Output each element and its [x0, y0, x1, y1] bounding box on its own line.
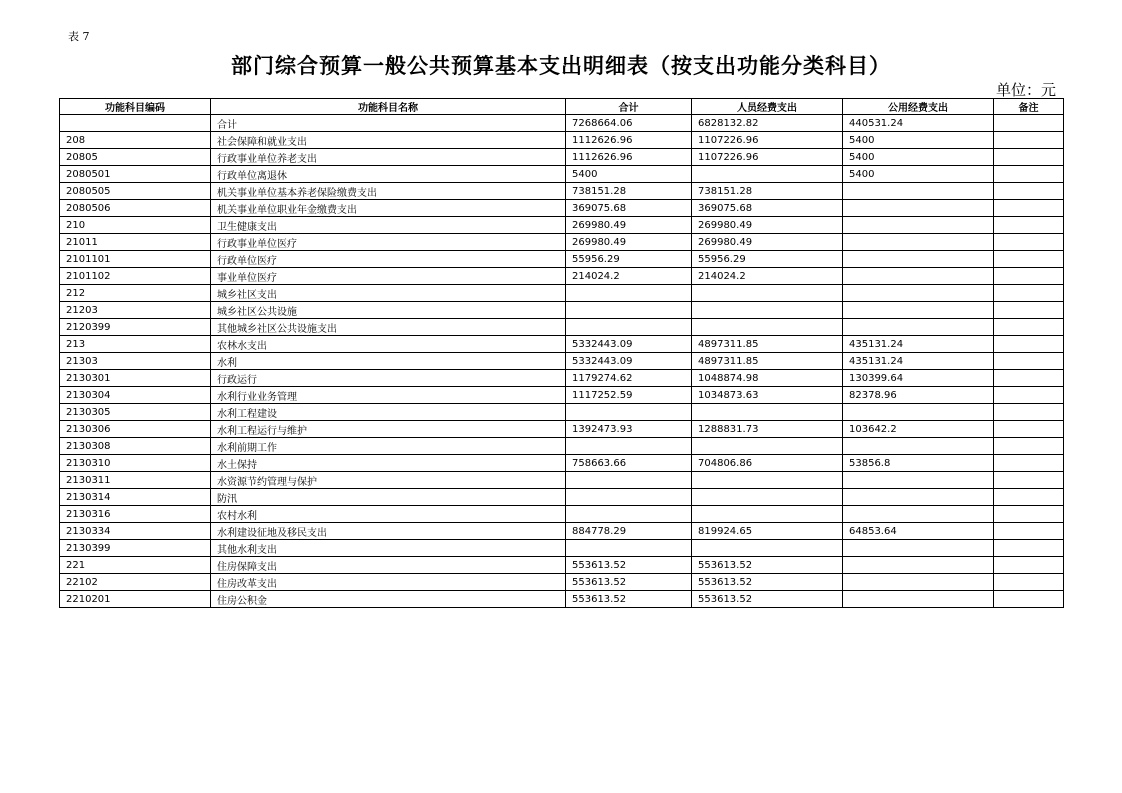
cell-note	[994, 336, 1064, 353]
cell-personnel	[692, 506, 843, 523]
cell-code: 2101101	[60, 251, 211, 268]
cell-personnel	[692, 302, 843, 319]
cell-public	[843, 438, 994, 455]
cell-note	[994, 472, 1064, 489]
cell-personnel: 553613.52	[692, 557, 843, 574]
cell-public: 103642.2	[843, 421, 994, 438]
cell-total	[566, 472, 692, 489]
cell-name: 其他城乡社区公共设施支出	[211, 319, 566, 336]
table-row	[60, 438, 1064, 455]
cell-note	[994, 387, 1064, 404]
cell-public	[843, 217, 994, 234]
cell-personnel	[692, 166, 843, 183]
cell-public: 64853.64	[843, 523, 994, 540]
cell-total	[566, 540, 692, 557]
cell-name: 水利前期工作	[211, 438, 566, 455]
cell-code: 2130316	[60, 506, 211, 523]
table-row	[60, 421, 1064, 438]
cell-total: 269980.49	[566, 217, 692, 234]
cell-total: 1112626.96	[566, 132, 692, 149]
table-row	[60, 370, 1064, 387]
cell-total: 1112626.96	[566, 149, 692, 166]
unit-label: 单位：元	[995, 81, 1056, 99]
cell-code: 21011	[60, 234, 211, 251]
cell-name: 水利行业业务管理	[211, 387, 566, 404]
header-total: 合计	[566, 99, 692, 115]
cell-code: 2080506	[60, 200, 211, 217]
page-title: 部门综合预算一般公共预算基本支出明细表（按支出功能分类科目）	[231, 53, 891, 78]
cell-name: 行政事业单位医疗	[211, 234, 566, 251]
cell-code: 2130308	[60, 438, 211, 455]
cell-personnel: 1107226.96	[692, 149, 843, 166]
cell-code: 2130310	[60, 455, 211, 472]
cell-public	[843, 404, 994, 421]
cell-personnel: 6828132.82	[692, 115, 843, 132]
cell-name: 城乡社区公共设施	[211, 302, 566, 319]
cell-total	[566, 319, 692, 336]
table-row	[60, 472, 1064, 489]
cell-public	[843, 557, 994, 574]
cell-note	[994, 421, 1064, 438]
cell-code	[60, 115, 211, 132]
cell-name: 行政事业单位养老支出	[211, 149, 566, 166]
table-number-label: 表 7	[68, 30, 90, 43]
cell-public	[843, 472, 994, 489]
cell-personnel: 369075.68	[692, 200, 843, 217]
cell-personnel: 819924.65	[692, 523, 843, 540]
table-row	[60, 455, 1064, 472]
cell-personnel: 1288831.73	[692, 421, 843, 438]
cell-personnel	[692, 438, 843, 455]
cell-code: 20805	[60, 149, 211, 166]
cell-note	[994, 115, 1064, 132]
cell-public	[843, 285, 994, 302]
cell-code: 213	[60, 336, 211, 353]
cell-public	[843, 302, 994, 319]
cell-total: 369075.68	[566, 200, 692, 217]
cell-name: 住房改革支出	[211, 574, 566, 591]
header-personnel: 人员经费支出	[692, 99, 843, 115]
cell-name: 住房保障支出	[211, 557, 566, 574]
cell-code: 221	[60, 557, 211, 574]
table-row	[60, 217, 1064, 234]
cell-name: 农林水支出	[211, 336, 566, 353]
cell-total: 884778.29	[566, 523, 692, 540]
table-row	[60, 200, 1064, 217]
cell-public	[843, 319, 994, 336]
table-row	[60, 523, 1064, 540]
cell-public: 440531.24	[843, 115, 994, 132]
cell-code: 21203	[60, 302, 211, 319]
cell-total	[566, 438, 692, 455]
cell-note	[994, 251, 1064, 268]
cell-total: 5332443.09	[566, 336, 692, 353]
cell-note	[994, 591, 1064, 608]
table-row	[60, 268, 1064, 285]
cell-public: 82378.96	[843, 387, 994, 404]
cell-name: 行政单位医疗	[211, 251, 566, 268]
table-body	[60, 115, 1064, 608]
cell-code: 2130306	[60, 421, 211, 438]
table-row	[60, 251, 1064, 268]
table-row	[60, 540, 1064, 557]
header-note: 备注	[994, 99, 1064, 115]
cell-code: 210	[60, 217, 211, 234]
cell-name: 住房公积金	[211, 591, 566, 608]
cell-public	[843, 251, 994, 268]
cell-personnel: 269980.49	[692, 234, 843, 251]
cell-name: 卫生健康支出	[211, 217, 566, 234]
cell-name: 机关事业单位基本养老保险缴费支出	[211, 183, 566, 200]
cell-personnel	[692, 404, 843, 421]
cell-personnel	[692, 540, 843, 557]
table-row	[60, 302, 1064, 319]
cell-public	[843, 489, 994, 506]
cell-total: 214024.2	[566, 268, 692, 285]
cell-total: 1179274.62	[566, 370, 692, 387]
cell-personnel: 4897311.85	[692, 353, 843, 370]
cell-note	[994, 489, 1064, 506]
cell-total: 553613.52	[566, 591, 692, 608]
cell-note	[994, 234, 1064, 251]
cell-note	[994, 285, 1064, 302]
expenditure-table	[59, 98, 1064, 608]
cell-name: 水土保持	[211, 455, 566, 472]
table-row	[60, 336, 1064, 353]
cell-code: 2080505	[60, 183, 211, 200]
table-row	[60, 557, 1064, 574]
cell-note	[994, 574, 1064, 591]
cell-total	[566, 404, 692, 421]
cell-personnel: 553613.52	[692, 591, 843, 608]
cell-public	[843, 234, 994, 251]
header-public: 公用经费支出	[843, 99, 994, 115]
table-row	[60, 506, 1064, 523]
cell-note	[994, 540, 1064, 557]
table-row	[60, 404, 1064, 421]
cell-total: 738151.28	[566, 183, 692, 200]
cell-name: 农村水利	[211, 506, 566, 523]
cell-total	[566, 302, 692, 319]
cell-code: 212	[60, 285, 211, 302]
cell-note	[994, 302, 1064, 319]
cell-personnel: 553613.52	[692, 574, 843, 591]
cell-personnel: 269980.49	[692, 217, 843, 234]
cell-personnel: 4897311.85	[692, 336, 843, 353]
cell-public	[843, 183, 994, 200]
cell-total: 269980.49	[566, 234, 692, 251]
cell-note	[994, 319, 1064, 336]
table-row	[60, 115, 1064, 132]
cell-name: 水资源节约管理与保护	[211, 472, 566, 489]
cell-code: 2130301	[60, 370, 211, 387]
cell-note	[994, 370, 1064, 387]
cell-personnel	[692, 489, 843, 506]
cell-name: 水利	[211, 353, 566, 370]
cell-personnel: 1107226.96	[692, 132, 843, 149]
cell-code: 208	[60, 132, 211, 149]
cell-total: 758663.66	[566, 455, 692, 472]
table-row	[60, 285, 1064, 302]
table-row	[60, 319, 1064, 336]
cell-public: 435131.24	[843, 353, 994, 370]
cell-public: 5400	[843, 132, 994, 149]
cell-code: 2101102	[60, 268, 211, 285]
table-row	[60, 387, 1064, 404]
cell-public	[843, 268, 994, 285]
cell-total: 553613.52	[566, 574, 692, 591]
cell-personnel	[692, 319, 843, 336]
cell-personnel: 738151.28	[692, 183, 843, 200]
cell-note	[994, 353, 1064, 370]
cell-total: 55956.29	[566, 251, 692, 268]
cell-code: 2130334	[60, 523, 211, 540]
table-row	[60, 353, 1064, 370]
cell-name: 其他水利支出	[211, 540, 566, 557]
cell-total	[566, 489, 692, 506]
cell-public: 130399.64	[843, 370, 994, 387]
cell-code: 2130311	[60, 472, 211, 489]
cell-personnel: 704806.86	[692, 455, 843, 472]
cell-public	[843, 540, 994, 557]
cell-personnel	[692, 285, 843, 302]
cell-public: 435131.24	[843, 336, 994, 353]
cell-note	[994, 557, 1064, 574]
cell-code: 2210201	[60, 591, 211, 608]
table-header-row	[60, 99, 1064, 115]
cell-public	[843, 591, 994, 608]
cell-code: 2130399	[60, 540, 211, 557]
cell-total	[566, 285, 692, 302]
table-row	[60, 234, 1064, 251]
cell-name: 机关事业单位职业年金缴费支出	[211, 200, 566, 217]
cell-total: 7268664.06	[566, 115, 692, 132]
cell-personnel: 214024.2	[692, 268, 843, 285]
cell-code: 22102	[60, 574, 211, 591]
cell-public: 5400	[843, 166, 994, 183]
cell-note	[994, 166, 1064, 183]
cell-note	[994, 200, 1064, 217]
cell-total: 553613.52	[566, 557, 692, 574]
cell-name: 水利工程建设	[211, 404, 566, 421]
cell-total: 1392473.93	[566, 421, 692, 438]
cell-note	[994, 523, 1064, 540]
cell-code: 21303	[60, 353, 211, 370]
cell-name: 行政单位离退休	[211, 166, 566, 183]
cell-personnel: 55956.29	[692, 251, 843, 268]
cell-note	[994, 455, 1064, 472]
cell-personnel	[692, 472, 843, 489]
table-row	[60, 183, 1064, 200]
table-row	[60, 489, 1064, 506]
cell-total: 1117252.59	[566, 387, 692, 404]
cell-name: 防汛	[211, 489, 566, 506]
cell-name: 行政运行	[211, 370, 566, 387]
cell-note	[994, 149, 1064, 166]
cell-code: 2130304	[60, 387, 211, 404]
cell-code: 2130314	[60, 489, 211, 506]
cell-personnel: 1034873.63	[692, 387, 843, 404]
cell-name: 合计	[211, 115, 566, 132]
cell-name: 事业单位医疗	[211, 268, 566, 285]
cell-public	[843, 574, 994, 591]
cell-total: 5400	[566, 166, 692, 183]
table-row	[60, 149, 1064, 166]
cell-personnel: 1048874.98	[692, 370, 843, 387]
cell-total: 5332443.09	[566, 353, 692, 370]
table-row	[60, 132, 1064, 149]
cell-code: 2120399	[60, 319, 211, 336]
cell-name: 城乡社区支出	[211, 285, 566, 302]
cell-note	[994, 404, 1064, 421]
header-name: 功能科目名称	[211, 99, 566, 115]
cell-code: 2130305	[60, 404, 211, 421]
table-row	[60, 574, 1064, 591]
cell-total	[566, 506, 692, 523]
cell-name: 水利工程运行与维护	[211, 421, 566, 438]
cell-public	[843, 506, 994, 523]
cell-note	[994, 438, 1064, 455]
table-row	[60, 166, 1064, 183]
cell-public: 5400	[843, 149, 994, 166]
header-code: 功能科目编码	[60, 99, 211, 115]
table-row	[60, 591, 1064, 608]
cell-note	[994, 268, 1064, 285]
cell-note	[994, 506, 1064, 523]
cell-name: 水利建设征地及移民支出	[211, 523, 566, 540]
cell-code: 2080501	[60, 166, 211, 183]
cell-note	[994, 132, 1064, 149]
cell-public: 53856.8	[843, 455, 994, 472]
cell-name: 社会保障和就业支出	[211, 132, 566, 149]
cell-public	[843, 200, 994, 217]
cell-note	[994, 183, 1064, 200]
cell-note	[994, 217, 1064, 234]
